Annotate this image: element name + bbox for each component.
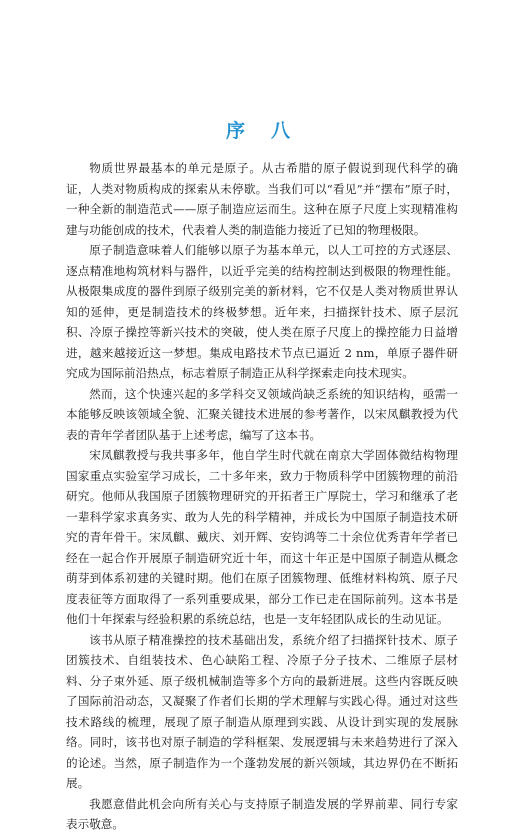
paragraph: 该书从原子精准操控的技术基础出发，系统介绍了扫描探针技术、原子团簇技术、自组装技术、色心缺陷工程、冷原子分子技术、二维原子层材料、分子束外延、原子级机械制造等多个方向的最新进展。这些内容既反映了国际前沿动态，又凝聚了作者们长期的学术理解与实践心得。通过对这些技术路线的梳理，展现了原子制造从原理到实践、从设计到实现的发展脉络。同时，该书也对原子制造的学科框架、发展逻辑与未来趋势进行了深入的论述。当然，原子制造作为一个蓬勃发展的新兴领域，其边界仍在不断拓展。 (66, 632, 458, 790)
paragraph: 然而，这个快速兴起的多学科交叉领域尚缺乏系统的知识结构，亟需一本能够反映该领域全貌、汇聚关键技术进展的参考著作，以宋凤麒教授为代表的青年学者团队基于上述考虑，编写了这本书。 (66, 386, 458, 442)
paragraph: 宋凤麒教授与我共事多年，他自学生时代就在南京大学固体微结构物理国家重点实验室学习成长，二十多年来，致力于物质科学中团簇物理的前沿研究。他师从我国原子团簇物理研究的开拓者王广厚院士，学习和继承了老一辈科学家求真务实、敢为人先的科学精神，并成长为中国原子制造技术研究的青年骨干。宋凤麒、戴庆、刘开辉、安钧鸿等二十余位优秀青年学者已经在一起合作开展原子制造研究近十年，而这十年正是中国原子制造从概念萌芽到体系初建的关键时期。他们在原子团簇物理、低维材料构筑、原子尺度表征等方面取得了一系列重要成果，部分工作已走在国际前列。这本书是他们十年探索与经验积累的系统总结，也是一支年轻团队成长的生动见证。 (66, 448, 458, 626)
paragraph: 物质世界最基本的单元是原子。从古希腊的原子假说到现代科学的确证，人类对物质构成的探索从未停歇。当我们可以“看见”并“摆布”原子时，一种全新的制造范式——原子制造应运而生。这种在原子尺度上实现精准构建与功能创成的技术，代表着人类的制造能力接近了已知的物理极限。 (66, 161, 458, 237)
paragraph: 原子制造意味着人们能够以原子为基本单元，以人工可控的方式逐层、逐点精准地构筑材料与器件，以近乎完美的结构控制达到极限的物理性能。从极限集成度的器件到原子级别完美的新材料，它不仅是人类对物质世界认知的延伸，更是制造技术的终极梦想。近年来，扫描探针技术、原子层沉积、冷原子操控等新兴技术的突破，使人类在原子尺度上的操控能力日益增进，越来越接近这一梦想。集成电路技术节点已逼近 2 nm，单原子器件研究成为国际前沿热点，标志着原子制造正从科学探索走向技术现实。 (66, 243, 458, 380)
paragraph: 我愿意借此机会向所有关心与支持原子制造发展的学界前辈、同行专家表示敬意。 (66, 796, 458, 831)
title-char-2: 八 (271, 120, 295, 142)
preface-body (66, 158, 458, 835)
title-char-1: 序 (225, 120, 249, 142)
page-title (0, 116, 520, 143)
